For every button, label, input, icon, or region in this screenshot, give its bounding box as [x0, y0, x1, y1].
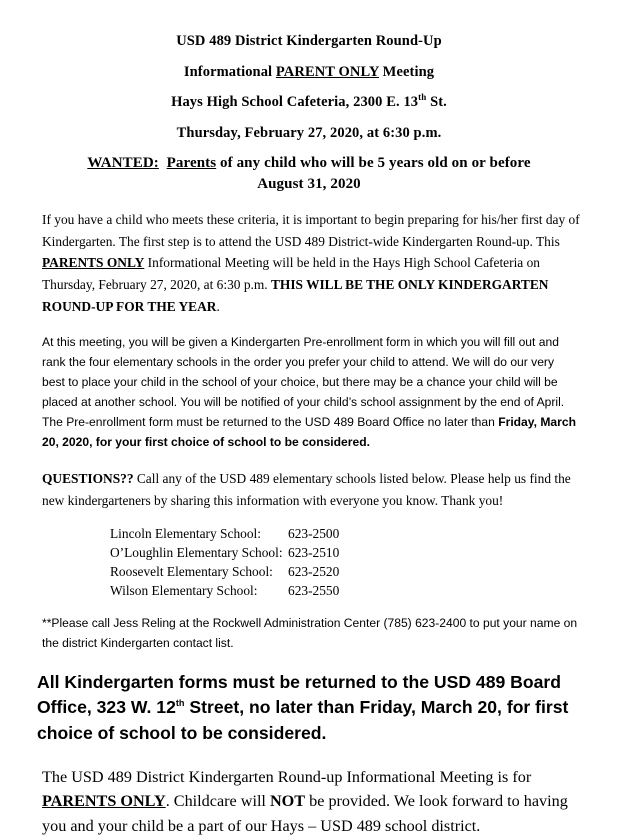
- questions-rest: Call any of the USD 489 elementary schools listed below. Please help us find the new kindergarteners by sharing this information with everyone you know. Thank you!: [42, 470, 571, 508]
- school-phone: 623-2520: [288, 564, 340, 580]
- closing-part3: be provided. We look forward to having you and your child be a part of our Hays – USD 489 school district.: [42, 792, 568, 835]
- wanted-emphasis: Parents: [166, 155, 217, 171]
- meeting-type-suffix: Meeting: [378, 63, 435, 80]
- meeting-type-heading: [0, 65, 618, 80]
- notice-ordinal-suffix: th: [175, 698, 185, 709]
- venue-text: Hays High School Cafeteria, 2300 E. 13: [171, 94, 419, 110]
- school-phone: 623-2510: [288, 545, 340, 561]
- spacer-2: [42, 452, 580, 468]
- paragraph-intro-part1: If you have a child who meets these criteria, it is important to begin preparing for his/her first day of Kindergarten. The first step is to attend the USD 489 District-wide Kindergarten Round-up. This: [42, 212, 580, 249]
- notice-part1: All Kindergarten forms must be returned to the USD 489 Board Office, 323 W. 12: [37, 671, 561, 718]
- meeting-type-emphasis: PARENT ONLY: [275, 63, 379, 80]
- spacer-4: [42, 600, 580, 613]
- notice-part2: Street, no later than Friday, March 20, for first choice of school to be considered.: [37, 697, 569, 743]
- closing-not: NOT: [269, 792, 306, 811]
- school-phone: 623-2500: [288, 526, 340, 542]
- notice-forms-deadline: [0, 670, 618, 747]
- wanted-heading-line2: August 31, 2020: [257, 176, 361, 192]
- spacer-3: [42, 511, 580, 524]
- table-row: [110, 524, 339, 543]
- closing-part2: . Childcare will: [165, 792, 270, 811]
- body-area: [0, 209, 618, 654]
- wanted-label: WANTED:: [87, 155, 159, 171]
- page-title: USD 489 District Kindergarten Round-Up: [176, 33, 442, 49]
- table-row: [110, 562, 339, 581]
- venue-street-suffix: St.: [426, 94, 447, 110]
- school-phone: 623-2550: [288, 583, 340, 599]
- paragraph-preenrollment-deadline: Friday, March 20, 2020, for your first choice of school to be considered.: [42, 414, 576, 449]
- paragraph-intro-part2: Informational Meeting will be held in the Hays High School Cafeteria on Thursday, February 27, 2020, at 6:30 p.m.: [42, 255, 540, 293]
- table-row: [110, 543, 339, 562]
- paragraph-preenrollment: [42, 332, 580, 452]
- paragraph-intro-parents-only: PARENTS ONLY: [42, 255, 145, 271]
- questions-lead: QUESTIONS??: [42, 470, 134, 486]
- datetime-heading: Thursday, February 27, 2020, at 6:30 p.m.: [176, 124, 442, 141]
- school-name: Lincoln Elementary School:: [110, 526, 261, 542]
- spacer-5: [0, 654, 618, 670]
- closing-paragraph: [0, 765, 618, 838]
- paragraph-intro: [42, 209, 580, 318]
- spacer-after-headings: [0, 192, 618, 209]
- wanted-spacer: [159, 155, 167, 171]
- spacer-1: [42, 318, 580, 332]
- table-row: [110, 581, 339, 600]
- paragraph-questions: [42, 468, 580, 511]
- school-name: O’Loughlin Elementary School:: [110, 545, 283, 561]
- footnote-contact-list: **Please call Jess Reling at the Rockwell Administration Center (785) 623-2400 to put your name on the district Kindergarten contact list.: [42, 616, 578, 651]
- paragraph-preenrollment-part1: At this meeting, you will be given a Kindergarten Pre-enrollment form in which you will fill out and rank the four elementary schools in the order you prefer your child to attend. We will do our very best to place your child in the school of your choice, but there may be a chance your child will be placed at another school. You will be notified of your child’s school assignment by the end of April. The Pre-enrollment form must be returned to the USD 489 Board Office no later than: [42, 334, 565, 429]
- closing-parents-only: PARENTS ONLY: [42, 792, 166, 811]
- wanted-rest: of any child who will be 5 years old on or before: [216, 155, 531, 171]
- spacer-6: [0, 747, 618, 765]
- wanted-heading-line1: [0, 156, 618, 171]
- school-name: Roosevelt Elementary School:: [110, 564, 273, 580]
- venue-heading: [0, 92, 618, 110]
- paragraph-intro-only-roundup: THIS WILL BE THE ONLY KINDERGARTEN ROUND-UP FOR THE YEAR: [42, 277, 549, 314]
- school-contact-table: [110, 524, 339, 600]
- closing-part1: The USD 489 District Kindergarten Round-up Informational Meeting is for: [42, 767, 532, 786]
- heading-block: [0, 0, 618, 192]
- school-name: Wilson Elementary School:: [110, 583, 258, 599]
- paragraph-intro-part3: .: [216, 298, 220, 314]
- meeting-type-prefix: Informational: [183, 63, 276, 80]
- venue-ordinal-suffix: th: [418, 92, 427, 103]
